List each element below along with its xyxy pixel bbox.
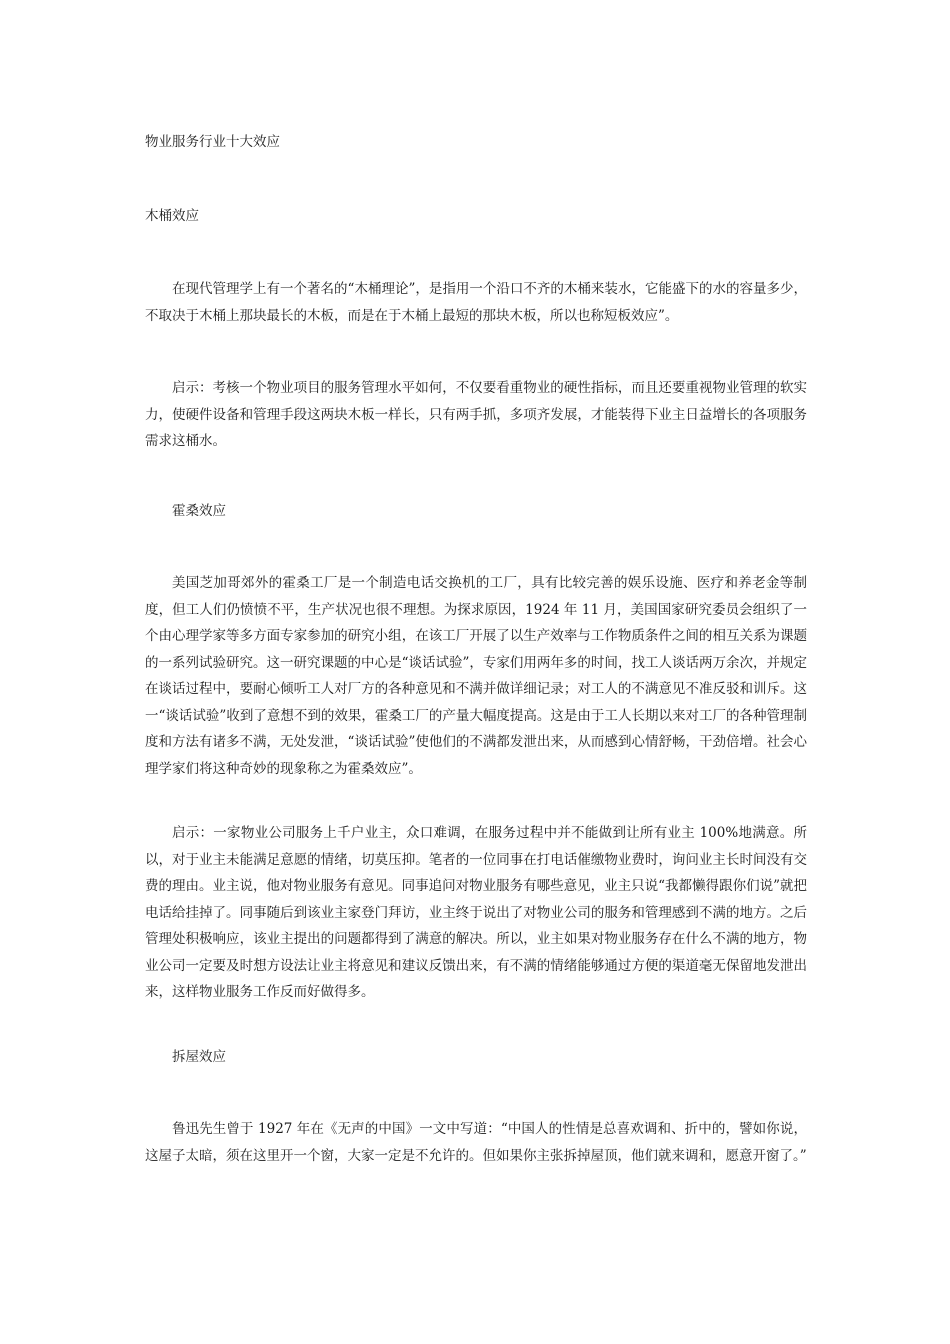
hawthorne-effect-paragraph-insight: 启示：一家物业公司服务上千户业主，众口难调，在服务过程中并不能做到让所有业主 100%地满意。所以，对于业主未能满足意愿的情绪，切莫压抑。笔者的一位同事在打电话催缴物业费时，询问业主长时间没有交费的理由。业主说，他对物业服务有意见。同事追问对物业服务有哪些意见，业主只说“我都懒得跟你们说”就把电话给挂掉了。同事随后到该业主家登门拜访，业主终于说出了对物业公司的服务和管理感到不满的地方。之后管理处积极响应，该业主提出的问题都得到了满意的解决。所以，业主如果对物业服务存在什么不满的地方，物业公司一定要及时想方设法让业主将意见和建议反馈出来，有不满的情绪能够通过方便的渠道毫无保留地发泄出来，这样物业服务工作反而好做得多。: [145, 825, 807, 1000]
section-heading-roof-removal-effect: 拆屋效应: [172, 1049, 226, 1065]
section-heading-hawthorne-effect: 霍桑效应: [172, 503, 226, 519]
document-title: 物业服务行业十大效应: [145, 134, 280, 150]
section-heading-barrel-effect: 木桶效应: [145, 208, 199, 224]
hawthorne-effect-paragraph-story: 美国芝加哥郊外的霍桑工厂是一个制造电话交换机的工厂，具有比较完善的娱乐设施、医疗和养老金等制度，但工人们仍愤愤不平，生产状况也很不理想。为探求原因，1924 年 11 月，美国国家研究委员会组织了一个由心理学家等多方面专家参加的研究小组，在该工厂开展了以生产效率与工作物质条件之间的相互关系为课题的一系列试验研究。这一研究课题的中心是“谈话试验”，专家们用两年多的时间，找工人谈话两万余次，并规定在谈话过程中，要耐心倾听工人对厂方的各种意见和不满并做详细记录；对工人的不满意见不准反驳和训斥。这一“谈话试验”收到了意想不到的效果，霍桑工厂的产量大幅度提高。这是由于工人长期以来对工厂的各种管理制度和方法有诸多不满，无处发泄，“谈话试验”使他们的不满都发泄出来，从而感到心情舒畅，干劲倍增。社会心理学家们将这种奇妙的现象称之为霍桑效应”。: [145, 575, 807, 777]
barrel-effect-paragraph-insight: 启示：考核一个物业项目的服务管理水平如何，不仅要看重物业的硬性指标，而且还要重视物业管理的软实力，使硬件设备和管理手段这两块木板一样长，只有两手抓，多项齐发展，才能装得下业主日益增长的各项服务需求这桶水。: [145, 380, 807, 449]
roof-removal-effect-paragraph-quote: 鲁迅先生曾于 1927 年在《无声的中国》一文中写道：“中国人的性情是总喜欢调和、折中的，譬如你说，这屋子太暗，须在这里开一个窗，大家一定是不允许的。但如果你主张拆掉屋顶，他们就来调和，愿意开窗了。”: [145, 1121, 807, 1164]
barrel-effect-paragraph-theory: 在现代管理学上有一个著名的“木桶理论”，是指用一个沿口不齐的木桶来装水，它能盛下的水的容量多少，不取决于木桶上那块最长的木板，而是在于木桶上最短的那块木板，所以也称短板效应”。: [145, 281, 807, 324]
